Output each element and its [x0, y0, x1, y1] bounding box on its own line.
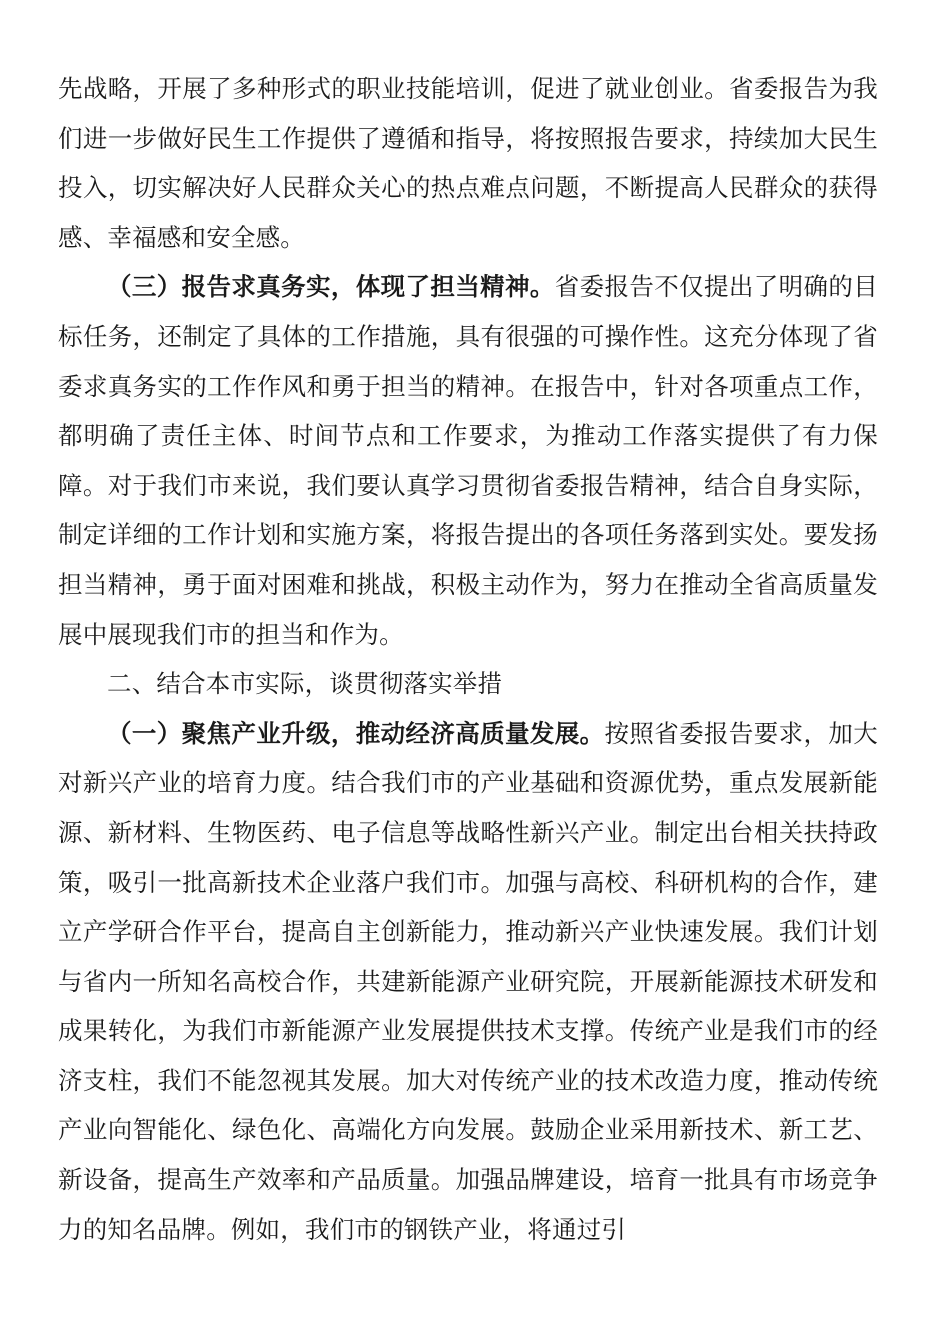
section-heading-two — [58, 659, 878, 709]
paragraph-section-three — [58, 262, 878, 659]
section-heading-text: 二、结合本市实际，谈贯彻落实举措 — [107, 669, 503, 699]
paragraph-lead-heading: （三）报告求真务实，体现了担当精神。 — [107, 272, 555, 302]
document-body — [58, 64, 878, 1254]
paragraph-lead-heading: （一）聚焦产业升级，推动经济高质量发展。 — [107, 718, 605, 748]
paragraph-continuation — [58, 64, 878, 262]
paragraph-text: 按照省委报告要求，加大对新兴产业的培育力度。结合我们市的产业基础和资源优势，重点发展新能源、新材料、生物医药、电子信息等战略性新兴产业。制定出台相关扶持政策，吸引一批高新技术企业落户我们市。加强与高校、科研机构的合作，建立产学研合作平台，提高自主创新能力，推动新兴产业快速发展。我们计划与省内一所知名高校合作，共建新能源产业研究院，开展新能源技术研发和成果转化，为我们市新能源产业发展提供技术支撑。传统产业是我们市的经济支柱，我们不能忽视其发展。加大对传统产业的技术改造力度，推动传统产业向智能化、绿色化、高端化方向发展。鼓励企业采用新技术、新工艺、新设备，提高生产效率和产品质量。加强品牌建设，培育一批具有市场竞争力的知名品牌。例如，我们市的钢铁产业，将通过引 — [58, 718, 878, 1244]
paragraph-subsection-one — [58, 709, 878, 1255]
paragraph-text: 省委报告不仅提出了明确的目标任务，还制定了具体的工作措施，具有很强的可操作性。这充分体现了省委求真务实的工作作风和勇于担当的精神。在报告中，针对各项重点工作，都明确了责任主体、时间节点和工作要求，为推动工作落实提供了有力保障。对于我们市来说，我们要认真学习贯彻省委报告精神，结合自身实际，制定详细的工作计划和实施方案，将报告提出的各项任务落到实处。要发扬担当精神，勇于面对困难和挑战，积极主动作为，努力在推动全省高质量发展中展现我们市的担当和作为。 — [58, 272, 878, 649]
paragraph-text: 先战略，开展了多种形式的职业技能培训，促进了就业创业。省委报告为我们进一步做好民生工作提供了遵循和指导，将按照报告要求，持续加大民生投入，切实解决好人民群众关心的热点难点问题，不断提高人民群众的获得感、幸福感和安全感。 — [58, 74, 878, 252]
